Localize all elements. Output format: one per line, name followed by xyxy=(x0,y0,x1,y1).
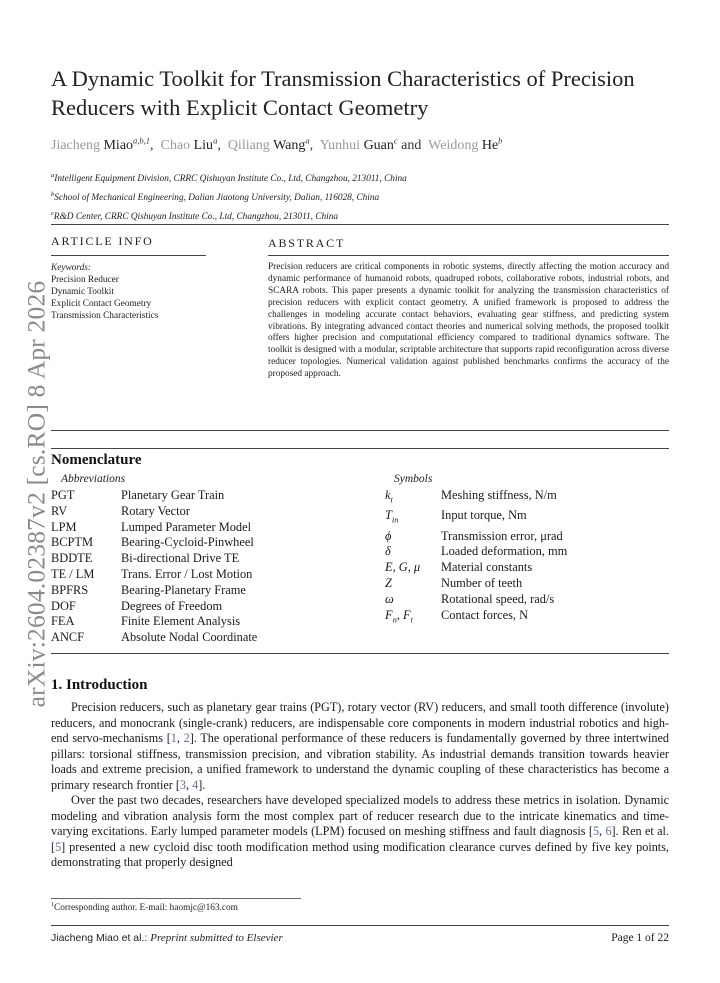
affiliation-line xyxy=(51,206,669,225)
author-affiliation-marker: c xyxy=(393,135,398,145)
symbol-definition: Input torque, Nm xyxy=(441,508,527,523)
symbols-table xyxy=(385,488,567,628)
abbreviation-key: BCPTM xyxy=(51,535,94,550)
paper-title: A Dynamic Toolkit for Transmission Characteristics of Precision Reducers with Explicit Contact Geometry xyxy=(51,66,635,120)
citation-link[interactable]: 3 xyxy=(179,777,187,792)
article-info-underline xyxy=(51,255,206,256)
keyword-item: Precision Reducer xyxy=(51,275,119,285)
symbol-row xyxy=(385,544,567,560)
abbreviation-row xyxy=(51,535,257,551)
arxiv-identifier-stamp: arXiv:2604.02387v2 [cs.RO] 8 Apr 2026 xyxy=(21,280,51,708)
author-family-name: Miao xyxy=(103,137,134,153)
keywords-label: Keywords: xyxy=(51,263,91,273)
text-run: Precision reducers, such as planetary gear trains (PGT), rotary vector (RV) reducers, and small tooth difference (involute) reducers, and monocrank (single-crank) reducers, are indispensable core components in modern industrial robotics and high-end servo-mechanisms [ xyxy=(51,700,669,745)
abbreviation-definition: Bearing-Planetary Frame xyxy=(121,582,246,597)
abbreviations-table xyxy=(51,488,257,646)
symbol-row xyxy=(385,576,567,592)
symbol-key xyxy=(385,560,441,576)
symbol-name: ω xyxy=(385,591,394,606)
text-run: , xyxy=(186,777,193,792)
author xyxy=(51,135,154,153)
abbreviation-key: ANCF xyxy=(51,630,85,645)
nomenclature-title: Nomenclature xyxy=(51,452,142,468)
citation-link[interactable]: 1 xyxy=(170,731,177,745)
symbol-name: δ xyxy=(385,544,391,559)
author-separator: , xyxy=(217,137,221,153)
keyword-item: Explicit Contact Geometry xyxy=(51,299,152,309)
author-separator: , xyxy=(150,137,154,153)
symbol-key xyxy=(385,608,441,628)
abbreviations-heading: Abbreviations xyxy=(61,473,126,485)
symbol-row xyxy=(385,488,567,508)
author-given-name: Qiliang xyxy=(227,137,270,153)
text-run: ]. The operational performance of these reducers is fundamentally governed by three intertwined pillars: torsional stiffness, transmission precision, and vibration stability. As industrial demands transition towards heavier loads and extreme precision, a unified framework to understand the dynamic coupling of these characteristics has become a primary research frontier [ xyxy=(51,731,669,792)
text-run: ]. Ren et al. [ xyxy=(51,824,669,854)
abbreviation-definition: Bearing-Cycloid-Pinwheel xyxy=(121,535,254,550)
author-given-name: Weidong xyxy=(428,137,479,153)
abbreviation-definition: Rotary Vector xyxy=(121,503,190,518)
abbreviation-key: RV xyxy=(51,503,68,518)
symbol-key xyxy=(385,544,441,560)
author-given-name: Jiacheng xyxy=(51,137,100,153)
symbol-row xyxy=(385,608,567,628)
symbol-definition: Contact forces, N xyxy=(441,607,529,622)
symbol-key xyxy=(385,508,441,528)
affiliation-marker: a xyxy=(51,172,55,179)
abstract-text: Precision reducers are critical components in robotic systems, directly affecting the motion accuracy and dynamic performance of humanoid robots, quadruped robots, collaborative robots, industrial robots, and SCARA robots. This paper presents a dynamic toolkit for analyzing the transmission characteristics of precision reducers with explicit contact geometry. A unified framework is proposed to address the challenges in modeling accurate contact behaviors, evaluating gear stiffness, and predicting system vibrations. By integrating advanced contact theories and numerical solving methods, the proposed toolkit offers higher precision and computational efficiency compared to traditional dynamics software. The toolkit is designed with a modular, scriptable architecture that supports rapid reconfiguration across diverse reducer topologies. Numerical validation against published benchmarks confirms the accuracy of the proposed approach. xyxy=(268,262,669,380)
body-paragraph xyxy=(51,700,669,793)
symbol-definition: Meshing stiffness, N/m xyxy=(441,488,557,502)
symbol-name: T xyxy=(385,508,392,523)
footnote-text: Corresponding author. E-mail: haomjc@163.com xyxy=(54,903,238,914)
body-paragraph xyxy=(51,793,669,871)
symbol-row xyxy=(385,529,567,545)
author-family-name: He xyxy=(481,137,499,153)
author xyxy=(428,135,503,153)
author-affiliation-marker: a xyxy=(213,135,218,145)
author-list xyxy=(51,135,669,154)
affiliation-marker: b xyxy=(51,191,55,199)
abbreviation-row xyxy=(51,599,257,615)
citation-link[interactable]: 5 xyxy=(55,839,62,854)
symbol-row xyxy=(385,560,567,576)
abbreviation-row xyxy=(51,614,257,630)
abbreviation-definition: Finite Element Analysis xyxy=(121,614,241,629)
nomenclature-bottom-divider xyxy=(51,653,669,654)
symbol-subscript: n xyxy=(392,613,397,624)
footnote-divider xyxy=(51,898,301,899)
abbreviation-definition: Lumped Parameter Model xyxy=(121,519,252,534)
citation-link[interactable]: 4 xyxy=(192,777,199,792)
keyword-list xyxy=(51,274,211,322)
text-run: Over the past two decades, researchers have developed specialized models to address these metrics in isolation. Dynamic modeling and vibration analysis form the most complex part of reducer research due to the intricate kinematics and time-varying excitations. Early lumped parameter models (LPM) focused on meshing stiffness and fault diagnosis [ xyxy=(51,793,669,838)
abbreviation-row xyxy=(51,583,257,599)
symbol-row xyxy=(385,592,567,608)
footer-divider xyxy=(51,925,669,926)
author-given-name: Yunhui xyxy=(319,137,361,153)
abbreviation-row xyxy=(51,520,257,536)
footer-venue: Preprint submitted to Elsevier xyxy=(150,932,283,944)
author-family-name: Wang xyxy=(273,137,306,153)
corresponding-author-footnote xyxy=(51,902,669,913)
abbreviation-key: BPFRS xyxy=(51,582,89,597)
symbol-subscript: t xyxy=(410,613,413,624)
abstract-heading: ABSTRACT xyxy=(268,236,346,250)
symbol-subscript: in xyxy=(391,514,399,525)
article-info-heading: ARTICLE INFO xyxy=(51,234,154,248)
section-heading-introduction: 1. Introduction xyxy=(51,677,148,693)
symbol-key xyxy=(385,592,441,608)
symbol-name: Z xyxy=(385,575,392,590)
symbol-definition: Number of teeth xyxy=(441,575,523,590)
author-separator: and xyxy=(397,137,422,153)
symbol-key xyxy=(385,529,441,545)
affiliation-line xyxy=(51,168,669,187)
abbreviation-row xyxy=(51,551,257,567)
header-divider xyxy=(51,224,669,225)
symbol-definition: Material constants xyxy=(441,560,533,575)
symbol-row xyxy=(385,508,567,528)
keyword-item: Dynamic Toolkit xyxy=(51,287,114,297)
symbol-subscript: t xyxy=(390,494,393,505)
symbol-definition: Loaded deformation, mm xyxy=(441,544,568,559)
abstract-bottom-divider xyxy=(51,430,669,431)
author-separator: , xyxy=(309,137,314,153)
author-affiliation-marker: b xyxy=(498,135,503,145)
introduction-body xyxy=(51,700,669,871)
text-run: ]. xyxy=(198,777,206,792)
footer-author: Jiacheng Miao et al.: xyxy=(51,932,148,944)
affiliation-marker: c xyxy=(51,210,54,218)
affiliation-text: R&D Center, CRRC Qishuyan Institute Co., Ltd, Changzhou, 213011, China xyxy=(53,212,339,223)
abbreviation-definition: Degrees of Freedom xyxy=(121,598,223,613)
author-family-name: Guan xyxy=(363,137,394,153)
abbreviation-key: PGT xyxy=(51,488,75,502)
citation-link[interactable]: 6 xyxy=(605,824,612,838)
abbreviation-row xyxy=(51,504,257,520)
citation-link[interactable]: 5 xyxy=(592,824,600,838)
author-family-name: Liu xyxy=(193,137,214,153)
symbol-key xyxy=(385,488,441,508)
text-run: ] presented a new cycloid disc tooth modification method using modification clearance curves defined by five key points, demonstrating that properly designed xyxy=(51,839,669,869)
symbol-definition: Transmission error, μrad xyxy=(441,528,563,543)
abbreviation-key: FEA xyxy=(51,614,75,629)
abbreviation-key: LPM xyxy=(51,519,77,534)
abbreviation-key: TE / LM xyxy=(51,566,95,581)
author xyxy=(319,135,422,153)
symbol-name: F xyxy=(385,607,393,622)
affiliation-list xyxy=(51,168,669,225)
keywords-block xyxy=(51,262,211,322)
keyword-item: Transmission Characteristics xyxy=(51,311,159,321)
abbreviation-definition: Bi-directional Drive TE xyxy=(121,551,240,566)
author-given-name: Chao xyxy=(160,137,191,153)
nomenclature-top-divider xyxy=(51,448,669,449)
abbreviation-definition: Absolute Nodal Coordinate xyxy=(121,630,258,645)
symbol-name: , F xyxy=(396,607,411,622)
abstract-underline xyxy=(268,255,669,256)
abbreviation-row xyxy=(51,488,257,504)
citation-link[interactable]: 2 xyxy=(183,731,190,745)
footnote-marker: 1 xyxy=(51,902,54,908)
text-run: , xyxy=(599,824,606,838)
symbol-name: E, G, μ xyxy=(385,560,421,575)
footer-running-head xyxy=(51,932,283,944)
abbreviation-definition: Trans. Error / Lost Motion xyxy=(121,566,253,581)
abbreviation-row xyxy=(51,630,257,646)
author-affiliation-marker: a xyxy=(305,135,310,145)
affiliation-line xyxy=(51,187,669,206)
page-number: Page 1 of 22 xyxy=(611,932,669,944)
symbol-name: k xyxy=(385,488,391,502)
abbreviation-key: BDDTE xyxy=(51,551,93,566)
author xyxy=(160,135,221,153)
symbol-key xyxy=(385,576,441,592)
abbreviation-row xyxy=(51,567,257,583)
symbol-name: ϕ xyxy=(385,528,392,543)
affiliation-text: School of Mechanical Engineering, Dalian Jiaotong University, Dalian, 116028, China xyxy=(54,193,380,204)
text-run: , xyxy=(176,731,184,745)
symbol-definition: Rotational speed, rad/s xyxy=(441,591,555,606)
author-affiliation-marker: a,b,1 xyxy=(133,135,151,145)
symbols-heading: Symbols xyxy=(394,473,433,485)
affiliation-text: Intelligent Equipment Division, CRRC Qishuyan Institute Co., Ltd, Changzhou, 213011, China xyxy=(54,174,407,185)
abbreviation-definition: Planetary Gear Train xyxy=(121,488,225,502)
author xyxy=(227,135,314,153)
abbreviation-key: DOF xyxy=(51,598,76,613)
